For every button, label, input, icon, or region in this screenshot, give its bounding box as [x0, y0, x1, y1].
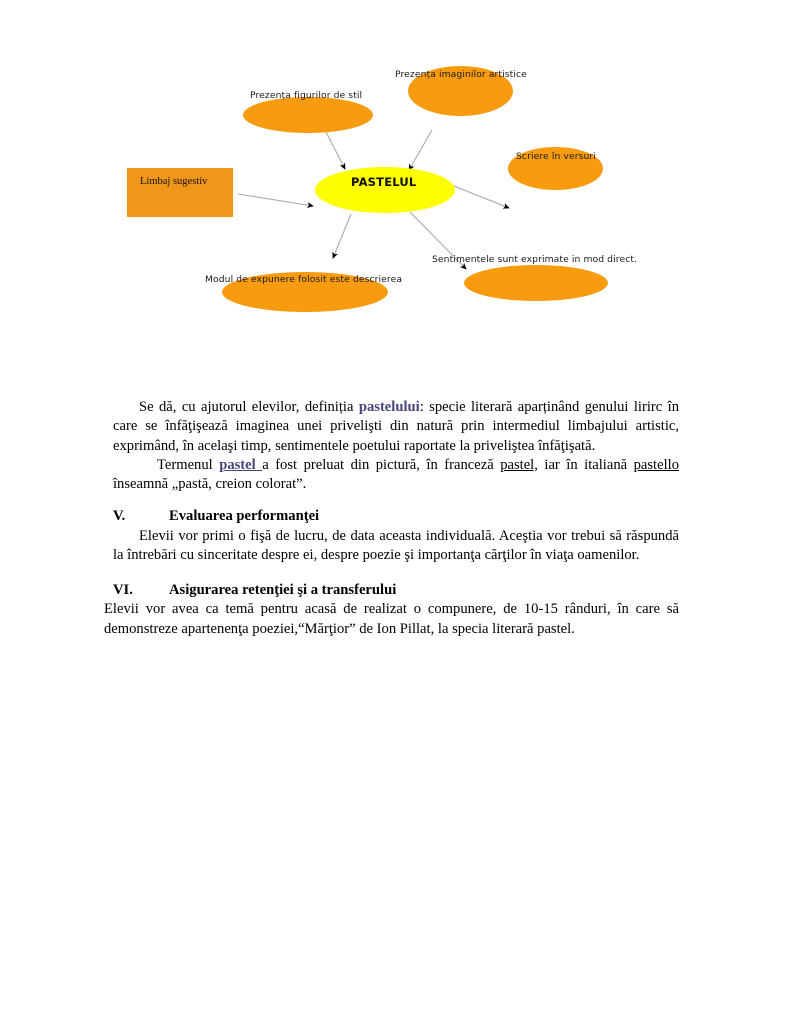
- node-label-sentimente: Sentimentele sunt exprimate in mod direct.: [432, 254, 638, 265]
- definition-lead: Se dă, cu ajutorul elevilor, definiția: [139, 399, 359, 415]
- node-sentimente[interactable]: [464, 265, 608, 301]
- arrow-limbaj-to-center: [238, 194, 313, 206]
- paragraph-section-vi: Elevii vor avea ca temă pentru acasă de realizat o compunere, de 10-15 rânduri, în care să demonstreze apartenenţa poeziei,“Mărţior” de Ion Pillat, la specia literară pastel.: [104, 601, 679, 637]
- paragraph-definition: [113, 398, 679, 456]
- spacer: [113, 565, 679, 581]
- etymology-mid2: iar în italiană: [537, 456, 634, 473]
- section-heading-vi: [113, 581, 679, 600]
- node-figuri-de-stil[interactable]: [243, 97, 373, 133]
- node-label-limbaj-sugestiv: Limbaj sugestiv: [140, 176, 208, 187]
- document-body: [104, 398, 679, 639]
- etymology-italian-term: pastello: [633, 456, 679, 473]
- paragraph-etymology: [113, 456, 679, 495]
- node-center-pastelul[interactable]: [315, 167, 455, 213]
- node-label-imagini-artistice: Prezența imaginilor artistice: [395, 69, 527, 80]
- arrow-figuri-to-center: [325, 130, 345, 169]
- etymology-mid1: a fost preluat din pictură, în franceză: [262, 456, 501, 473]
- etymology-lead: Termenul: [157, 456, 220, 473]
- arrow-center-to-expunere: [333, 214, 351, 258]
- definition-rest: : specie literară aparținând genului lirirc în care se înfăţişează imaginea unei privelişti din natură prin intermediul limbajului artistic, exprimând, în acelaşi timp, sentimentele poetului raportate la priveliştea înfăţişată.: [113, 399, 679, 454]
- section-numeral-vi: VI.: [113, 582, 133, 598]
- concept-map-diagram: [0, 0, 791, 390]
- node-label-scriere-in-versuri: Scriere în versuri: [516, 151, 596, 162]
- section-heading-v: [113, 507, 679, 526]
- etymology-french-term: pastel,: [500, 456, 538, 473]
- section-numeral-v: V.: [113, 508, 126, 525]
- definition-accent-term: pastelului: [358, 399, 420, 415]
- node-label-figuri-de-stil: Prezența figurilor de stil: [250, 90, 363, 101]
- etymology-tail: înseamnă „pastă, creion colorat”.: [113, 476, 307, 492]
- paragraph-section-v: Elevii vor primi o fişă de lucru, de data aceasta individuală. Aceştia vor trebui să răspundă la întrebări cu sinceritate despre ei, despre poezie şi importanţa cărţilor în viaţa oamenilor.: [113, 527, 679, 563]
- node-label-pastelul: PASTELUL: [351, 175, 417, 189]
- node-label-modul-de-expunere: Modul de expunere folosit este descrierea: [205, 274, 403, 285]
- section-title-v: Evaluarea performanţei: [169, 508, 320, 525]
- section-title-vi: Asigurarea retenţiei şi a transferului: [169, 582, 397, 598]
- arrow-imagini-to-center: [409, 130, 432, 170]
- etymology-accent-term: pastel: [219, 456, 263, 473]
